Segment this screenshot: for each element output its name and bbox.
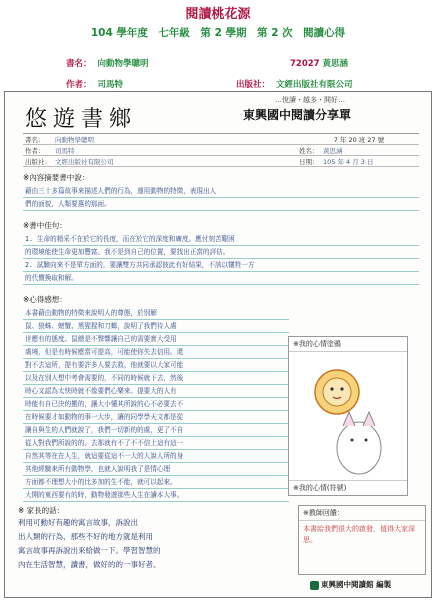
reflection-line: 在時候要才如動物的事一大步，讓的同學學天文都是從 (23, 411, 289, 424)
quote-line: 的環境能使生命更加豐富。我不是到自己的位置，要找出正當的評估。 (23, 246, 419, 259)
quote-line: 1. 生命的精采不在於它的長度，而在於它的深度和廣度。應付刻苦艱困 (23, 233, 419, 246)
info-pub-label: 出版社： (25, 157, 51, 166)
info-name-value: 黃思涵 (323, 146, 343, 155)
reflection-heading: ※心得感想： (23, 295, 67, 304)
publisher-label: 出版社： (236, 80, 271, 90)
info-date-label: 日期： (299, 157, 319, 166)
student-id: 72027 (290, 59, 320, 69)
reflection-line: 其他經驗來所有動物學，也就人說明我了是情心理 (23, 463, 289, 476)
publisher-value: 文經出版社有限公司 (276, 80, 353, 90)
quotes-heading: ※書中佳句： (23, 221, 67, 230)
reflection-section (23, 294, 289, 502)
mood-footer: ※我的心情(符號) (289, 480, 407, 495)
info-row-publisher (23, 156, 419, 167)
mood-heading: ※我的心情塗鴉 (289, 337, 407, 352)
summary-line: 藉由三十多篇故事來描述人們的行為，運用動物的特徵，表現出人 (23, 185, 419, 198)
info-author-value: 司馬特 (55, 146, 75, 155)
summary-section (23, 172, 419, 211)
teacher-heading: ※教師回饋： (299, 506, 425, 521)
page-banner: 閱讀桃花源 (185, 7, 251, 22)
author-label: 作者： (66, 80, 92, 90)
publisher-row (236, 78, 353, 90)
quote-line: 的代價換取和解。 (23, 272, 419, 285)
book-row (66, 57, 149, 69)
parent-line: 內在生活智慧，讀書，做好的的一事好者。 (18, 560, 161, 569)
reflection-line: 讓自與生的人們就說了，我們一切新的的處，更了不自 (23, 424, 289, 437)
summary-heading: ※內容摘要書中說： (23, 173, 90, 182)
reflection-line: 自然其等在在人生，就這要從這不一大的人說人所的身 (23, 450, 289, 463)
teacher-text: 本書給我們很大的啟發，值得大家深思。 (303, 525, 415, 544)
mood-doodle-box (288, 336, 408, 496)
reflection-line: 時心又認為太快時就不像要們心樂來。提要大的人有 (23, 385, 289, 398)
reflection-line: 世應有的態度。鼠總是不聲響讓自己的需要實大受用 (23, 333, 289, 346)
info-grid (23, 133, 419, 167)
info-class: 7 年 20 班 27 號 (333, 135, 385, 144)
page-subtitle: 104 學年度 七年級 第 2 學期 第 2 次 閱讀心得 (90, 27, 346, 39)
reflection-line: 大開的東西要有的時，動物發遊那些人生在讀本大事。 (23, 489, 289, 502)
info-name-label: 姓名： (299, 146, 319, 155)
credit-line (310, 579, 391, 590)
info-date-value: 105 年 4 月 3 日 (323, 157, 374, 166)
parent-line: 出人類的行為，那些不好的地方就是利用 (18, 532, 153, 541)
library-logo-icon (310, 581, 319, 590)
reflection-line: 本書藉由動物的特徵來說明人的尊態，於別解 (23, 307, 289, 320)
parent-line: 利用可動好有趣的寓言故事，訴說出 (18, 518, 138, 527)
sheet-tagline: …悅讀・越多・開好… (275, 96, 345, 104)
author-value: 司馬特 (97, 80, 124, 90)
student-name: 黃思涵 (322, 59, 349, 69)
parent-line: 寓言故事再訴說出來給做一下。學習智慧的 (18, 546, 161, 555)
summary-line: 們的面貌，人類要惠的那面。 (23, 198, 419, 211)
lion-doodle-icon (289, 352, 407, 480)
parent-heading: ※ 家長的話： (18, 506, 65, 515)
parent-comment-box (18, 505, 288, 591)
reflection-line: 時能有自已決的搬的，讓大小懂其所說的心不必要去不 (23, 398, 289, 411)
info-row-book (23, 134, 419, 145)
book-label: 書名： (66, 59, 92, 69)
reflection-line: 從人對我們所說的的。去那就有不了不不信上這有這一 (23, 437, 289, 450)
info-book-value: 向動物學聰明 (55, 135, 94, 144)
sheet-logo-title: 悠遊書鄉 (25, 107, 138, 132)
info-book-label: 書名： (25, 135, 45, 144)
info-author-label: 作者： (25, 146, 45, 155)
reflection-line: 鼠、狼蛛、螃蟹、黑猩猩和刀螂，說明了我們待人處 (23, 320, 289, 333)
reflection-line: 方面都不理想大小的比多加的生不能，就可以起來。 (23, 476, 289, 489)
reflection-line: 處境，但是有時候應當可提高，可能使你失去信用。還 (23, 346, 289, 359)
credit-text: 東興國中閱讀館 編製 (321, 580, 392, 589)
sheet-title: 東興國中閱讀分享單 (243, 108, 352, 122)
quotes-section (23, 220, 419, 285)
info-pub-value: 文經出版社有限公司 (55, 157, 114, 166)
teacher-feedback-box (298, 505, 426, 575)
author-row (66, 78, 123, 90)
student-id-block (290, 57, 348, 69)
book-value: 向動物學聰明 (97, 59, 149, 69)
info-row-author (23, 145, 419, 156)
reflection-line: 對不去這所，提有要許多人要去救，他就要以大家可能 (23, 359, 289, 372)
quote-line: 2. 試驗向來不是單方面的，要讓雙方共同承認彼此有好結果，不該以犧牲一方 (23, 259, 419, 272)
reflection-line: 以及在別人想中考會需要的，不同的時候就下去，然後 (23, 372, 289, 385)
